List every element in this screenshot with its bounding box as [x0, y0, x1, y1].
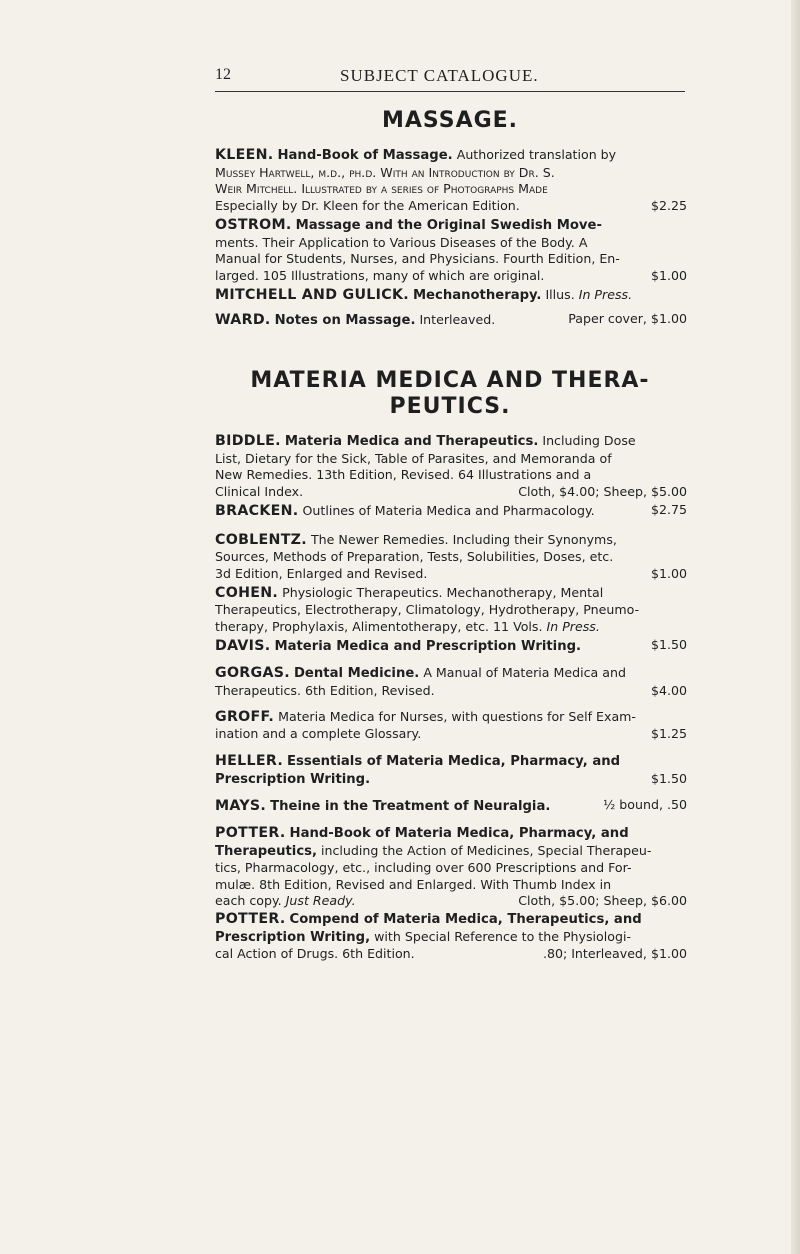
entry-text: Clinical Index.: [215, 483, 304, 499]
entry-potter-compend: [215, 910, 687, 963]
section-title-massage: MASSAGE.: [381, 108, 519, 133]
entry-status: Just Ready.: [285, 893, 356, 909]
entry-text: Mussey Hartwell, m.d., ph.d. With an Introduction by Dr. S.: [215, 164, 555, 180]
entry-author: POTTER.: [215, 825, 286, 841]
entry-text: Sources, Methods of Preparation, Tests, Solubilities, Doses, etc.: [215, 549, 614, 564]
entry-note: Illus.: [545, 287, 575, 302]
entry-text: tics, Pharmacology, etc., including over 600 Prescriptions and For-: [215, 860, 632, 876]
running-title: SUBJECT CATALOGUE.: [340, 66, 539, 85]
entry-price: $1.00: [650, 267, 687, 283]
entry-author: DAVIS.: [215, 638, 271, 654]
entry-text: Weir Mitchell. Illustrated by a series of Photographs Made: [215, 181, 548, 197]
entry-text: 3d Edition, Enlarged and Revised.: [215, 565, 428, 581]
entry-author: GORGAS.: [215, 665, 290, 681]
entry-author: COHEN.: [215, 585, 279, 601]
entry-title: Theine in the Treatment of Neuralgia.: [270, 799, 551, 814]
entry-title: Hand-Book of Massage.: [277, 148, 453, 163]
entry-price: .80; Interleaved, $1.00: [542, 946, 687, 962]
entry-text: including the Action of Medicines, Special Therapeu-: [321, 842, 652, 858]
entry-text: ination and a complete Glossary.: [215, 726, 422, 741]
entry-title-cont: Prescription Writing.: [215, 771, 371, 787]
entry-title: Massage and the Original Swedish Move-: [295, 218, 602, 233]
header-rule: [215, 91, 685, 92]
entry-price: Cloth, $5.00; Sheep, $6.00: [518, 893, 687, 909]
entry-price: $2.75: [650, 502, 687, 517]
entry-mitchell-gulick: [215, 286, 687, 305]
entry-groff: [215, 708, 687, 743]
entry-title: Outlines of Materia Medica and Pharmacology.: [302, 503, 595, 518]
entry-text: therapy, Prophylaxis, Alimentotherapy, etc. 11 Vols.: [215, 618, 543, 634]
entry-bracken: [215, 502, 687, 520]
entry-price: $1.25: [650, 726, 687, 741]
entry-heller: [215, 752, 687, 788]
entry-text: Therapeutics. 6th Edition, Revised.: [215, 682, 435, 698]
entry-author: WARD.: [215, 312, 271, 328]
entry-gorgas: [215, 664, 687, 699]
entry-title: Mechanotherapy.: [412, 288, 542, 303]
entry-title: Essentials of Materia Medica, Pharmacy, and: [287, 754, 621, 769]
entry-author: GROFF.: [215, 709, 275, 725]
entry-potter-handbook: [215, 824, 687, 910]
entry-author: COBLENTZ.: [215, 532, 307, 548]
entry-text: A Manual of Materia Medica and: [423, 665, 626, 680]
entry-text: Especially by Dr. Kleen for the American Edition.: [215, 197, 520, 213]
entry-author: KLEEN.: [215, 147, 274, 163]
entry-text: Therapeutics, Electrotherapy, Climatology, Hydrotherapy, Pneumo-: [215, 602, 640, 617]
entry-price: ½ bound, .50: [603, 797, 687, 812]
entry-text: Mechanotherapy, Mental: [446, 585, 604, 600]
entry-author: POTTER.: [215, 911, 286, 927]
entry-author: BRACKEN.: [215, 503, 299, 519]
page-number: 12: [215, 66, 231, 83]
entry-title-cont: Therapeutics,: [215, 843, 318, 859]
section-title-materia-medica-cont: PEUTICS.: [389, 394, 511, 419]
entry-title: Dental Medicine.: [293, 666, 420, 681]
entry-kleen: [215, 146, 687, 214]
entry-price: $1.00: [650, 565, 687, 581]
entry-text: ments. Their Application to Various Diseases of the Body. A: [215, 234, 588, 250]
entry-author: OSTROM.: [215, 217, 292, 233]
entry-status: In Press.: [578, 287, 633, 302]
entry-text: List, Dietary for the Sick, Table of Parasites, and Memoranda of: [215, 450, 612, 466]
entry-ostrom: [215, 216, 687, 284]
entry-biddle: [215, 432, 687, 500]
entry-text: cal Action of Drugs. 6th Edition.: [215, 946, 415, 962]
entry-title: The Newer Remedies.: [310, 532, 449, 547]
entry-title: Materia Medica and Prescription Writing.: [274, 639, 582, 654]
entry-title: Materia Medica for Nurses, with questions for Self Exam-: [278, 709, 636, 724]
entry-price: Paper cover, $1.00: [568, 311, 687, 326]
entry-note: Interleaved.: [419, 312, 496, 327]
entry-ward: [215, 311, 687, 330]
entry-cohen: [215, 584, 687, 635]
entry-price: $1.50: [650, 770, 687, 786]
entry-title: Compend of Materia Medica, Therapeutics, and: [289, 912, 642, 927]
entry-title: Physiologic Therapeutics.: [282, 585, 443, 600]
entry-title: Materia Medica and Therapeutics.: [284, 434, 539, 449]
entry-text: New Remedies. 13th Edition, Revised. 64 Illustrations and a: [215, 467, 592, 483]
entry-text: with Special Reference to the Physiologi-: [374, 928, 631, 944]
entry-text: Authorized translation by: [456, 147, 617, 162]
entry-price: $2.25: [650, 197, 687, 213]
entry-title: Hand-Book of Materia Medica, Pharmacy, and: [289, 826, 629, 841]
entry-text: Manual for Students, Nurses, and Physicians. Fourth Edition, En-: [215, 251, 620, 267]
entry-text: each copy.: [215, 893, 282, 909]
entry-title-cont: Prescription Writing,: [215, 929, 371, 945]
entry-price: $1.50: [650, 637, 687, 652]
section-title-materia-medica: MATERIA MEDICA AND THERA-: [250, 368, 650, 393]
entry-text: larged. 105 Illustrations, many of which are original.: [215, 267, 545, 283]
entry-status: In Press.: [546, 618, 600, 634]
entry-davis: [215, 637, 687, 656]
entry-author: BIDDLE.: [215, 433, 281, 449]
entry-author: HELLER.: [215, 753, 284, 769]
running-header: [215, 62, 685, 92]
entry-mays: [215, 797, 687, 816]
entry-text: mulæ. 8th Edition, Revised and Enlarged. With Thumb Index in: [215, 876, 612, 892]
entry-price: $4.00: [650, 682, 687, 698]
entry-coblentz: [215, 531, 687, 582]
entry-price: Cloth, $4.00; Sheep, $5.00: [518, 483, 687, 499]
entry-author: MAYS.: [215, 798, 267, 814]
entry-text: Including Dose: [542, 433, 636, 448]
entry-author: MITCHELL AND GULICK.: [215, 287, 409, 303]
entry-title: Notes on Massage.: [274, 313, 416, 328]
entry-text: Including their Synonyms,: [452, 532, 617, 547]
